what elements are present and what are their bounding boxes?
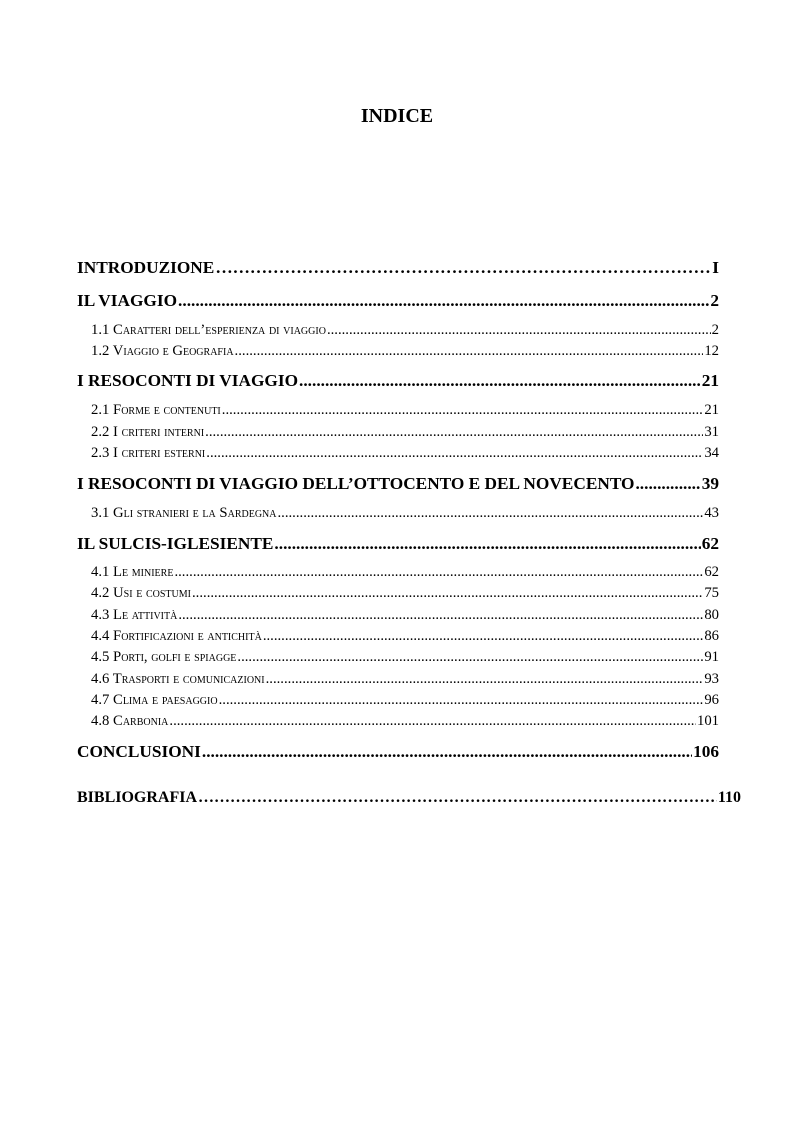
toc-page-number: 43 — [704, 505, 719, 521]
toc-page-number: 39 — [701, 474, 719, 493]
toc-entry-introduzione — [77, 257, 719, 279]
toc-page-number: 93 — [704, 671, 719, 687]
toc-label: 2.1 Forme e contenuti — [91, 402, 221, 418]
toc-label: 4.3 Le attività — [91, 607, 178, 623]
toc-leader — [169, 712, 696, 730]
toc-entry-resoconti-ottocento — [77, 473, 719, 495]
toc-entry-4-7 — [77, 691, 719, 709]
toc-leader — [178, 290, 709, 312]
toc-page-number: 75 — [704, 585, 719, 601]
toc-label: 2.3 I criteri esterni — [91, 445, 206, 461]
toc-leader — [235, 342, 704, 360]
toc-label: 4.6 Trasporti e comunicazioni — [91, 671, 265, 687]
toc-label: I RESOCONTI DI VIAGGIO — [77, 371, 299, 390]
toc-label: INTRODUZIONE — [77, 258, 215, 277]
toc-entry-2-1 — [77, 401, 719, 419]
toc-page-number: 110 — [717, 789, 741, 806]
toc-label: 4.2 Usi e costumi — [91, 585, 191, 601]
toc-label: 4.4 Fortificazioni e antichità — [91, 628, 262, 644]
toc-entry-3-1 — [77, 504, 719, 522]
toc-leader — [219, 691, 704, 709]
toc-leader — [635, 473, 700, 495]
toc-entry-2-2 — [77, 423, 719, 441]
toc-label: IL VIAGGIO — [77, 291, 178, 310]
toc-entry-2-3 — [77, 444, 719, 462]
toc-label: BIBLIOGRAFIA — [77, 789, 198, 806]
toc-entry-4-8 — [77, 712, 719, 730]
toc-leader — [299, 370, 701, 392]
toc-leader — [237, 648, 703, 666]
toc-page-number: 2 — [711, 322, 719, 338]
toc-leader — [327, 321, 711, 339]
toc-label: 4.1 Le miniere — [91, 564, 174, 580]
toc-page-number: 21 — [704, 402, 719, 418]
toc-leader — [266, 670, 704, 688]
toc-leader — [198, 787, 717, 809]
toc-label: 1.2 Viaggio e Geografia — [91, 343, 234, 359]
toc-entry-4-6 — [77, 670, 719, 688]
toc-page-number: 2 — [710, 291, 719, 310]
toc-page-number: 21 — [701, 371, 719, 390]
toc-label: IL SULCIS-IGLESIENTE — [77, 534, 274, 553]
toc-entry-1-1 — [77, 321, 719, 339]
toc-page-number: 80 — [704, 607, 719, 623]
toc-label: 2.2 I criteri interni — [91, 424, 205, 440]
toc-label: 4.7 Clima e paesaggio — [91, 692, 218, 708]
toc-entry-conclusioni — [77, 741, 719, 763]
toc-label: 1.1 Caratteri dell’esperienza di viaggio — [91, 322, 326, 338]
toc-leader — [277, 504, 703, 522]
toc-leader — [263, 627, 704, 645]
toc-page-number: 31 — [704, 424, 719, 440]
toc-page-number: 106 — [693, 742, 719, 761]
page-title: INDICE — [360, 105, 434, 127]
toc-page-number: 62 — [704, 564, 719, 580]
toc-entry-1-2 — [77, 342, 719, 360]
toc-leader — [205, 423, 703, 441]
toc-label: 3.1 Gli stranieri e la Sardegna — [91, 505, 277, 521]
toc-entry-4-1 — [77, 563, 719, 581]
toc-leader — [174, 563, 703, 581]
toc-page-number: 96 — [704, 692, 719, 708]
toc-entry-sulcis — [77, 533, 719, 555]
toc-page-number: I — [712, 258, 719, 277]
toc-entry-bibliografia — [77, 787, 741, 809]
toc-leader — [202, 741, 692, 763]
toc-entry-resoconti — [77, 370, 719, 392]
toc-label: 4.8 Carbonia — [91, 713, 169, 729]
toc-label: 4.5 Porti, golfi e spiagge — [91, 649, 237, 665]
toc-entry-4-4 — [77, 627, 719, 645]
toc-entry-il-viaggio — [77, 290, 719, 312]
toc-page-number: 62 — [701, 534, 719, 553]
toc-page-number: 86 — [704, 628, 719, 644]
toc-leader — [222, 401, 704, 419]
toc-page-number: 91 — [704, 649, 719, 665]
toc-label: CONCLUSIONI — [77, 742, 201, 761]
toc-page-number: 101 — [696, 713, 719, 729]
toc-leader — [206, 444, 703, 462]
toc-entry-4-2 — [77, 584, 719, 602]
toc-leader — [178, 606, 703, 624]
toc-label: I RESOCONTI DI VIAGGIO DELL’OTTOCENTO E DEL NOVECENTO — [77, 474, 635, 493]
toc-page-number: 12 — [704, 343, 719, 359]
toc-leader — [215, 257, 711, 279]
toc-leader — [274, 533, 700, 555]
toc-leader — [192, 584, 703, 602]
toc-entry-4-3 — [77, 606, 719, 624]
toc-page-number: 34 — [704, 445, 719, 461]
toc-entry-4-5 — [77, 648, 719, 666]
